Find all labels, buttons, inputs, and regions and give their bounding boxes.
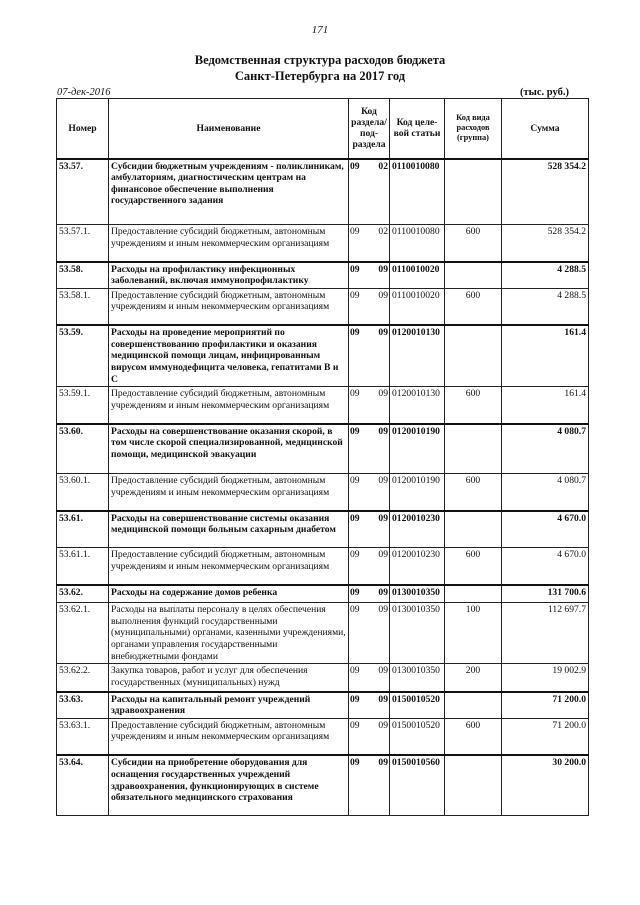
row-section-code: 09 [350,388,360,400]
budget-table [56,98,589,816]
row-article-code: 0150010560 [390,755,445,815]
row-article-code: 0120010190 [390,474,445,511]
table-row [57,664,589,692]
row-section-code: 09 [350,327,360,339]
table-row [57,603,589,664]
row-amount: 4 670.0 [502,548,589,585]
col-header-amount: Сумма [502,99,589,159]
row-amount: 161.4 [502,325,589,386]
row-amount: 4 288.5 [502,288,589,325]
col-header-expense-type: Код вида расходов (группа) [445,99,502,159]
row-number: 53.57.1. [57,225,109,262]
table-row [57,424,589,474]
table-row [57,288,589,325]
row-section [349,474,390,511]
row-section-code: 09 [350,665,360,677]
row-subsection-code: 09 [378,719,388,731]
row-subsection-code: 09 [378,475,388,487]
row-article-code: 0130010350 [390,664,445,692]
row-section-code: 09 [350,226,360,237]
row-article-code: 0150010520 [390,692,445,719]
row-expense-type [445,585,502,603]
row-subsection-code: 09 [378,549,388,561]
table-row [57,585,589,603]
row-amount: 4 288.5 [502,262,589,289]
row-name: Расходы на выплаты персоналу в целях обеспечения выполнения функций государственными (муниципальными) органами, казенными учреждениями, органами управления государственными внебюджетными фондами [109,603,349,664]
row-article-code: 0130010350 [390,585,445,603]
row-section-code: 09 [350,549,360,561]
row-section-code: 09 [350,693,360,705]
row-section-code: 09 [350,263,360,275]
row-number: 53.64. [57,755,109,815]
col-header-name: Наименование [109,99,349,159]
row-number: 53.59.1. [57,387,109,424]
row-expense-type [445,692,502,719]
row-section [349,262,390,289]
row-expense-type [445,511,502,548]
row-article-code: 0120010190 [390,424,445,474]
row-article-code: 0110010020 [390,262,445,289]
row-section [349,424,390,474]
row-number: 53.63. [57,692,109,719]
row-number: 53.60.1. [57,474,109,511]
row-name: Расходы на совершенствование оказания скорой, в том числе скорой специализированной, медицинской помощи, медицинской эвакуации [109,424,349,474]
table-row [57,225,589,262]
row-subsection-code: 02 [378,226,388,237]
row-subsection-code: 09 [378,289,388,301]
table-row [57,474,589,511]
row-section [349,225,390,262]
row-number: 53.62.2. [57,664,109,692]
row-subsection-code: 09 [378,512,388,524]
row-amount: 4 080.7 [502,424,589,474]
row-expense-type: 100 [445,603,502,664]
table-row [57,325,589,386]
row-subsection-code: 09 [378,757,388,769]
row-section [349,159,390,225]
row-article-code: 0110010080 [390,159,445,225]
row-section [349,511,390,548]
row-article-code: 0150010520 [390,718,445,755]
row-subsection-code: 09 [378,425,388,437]
row-article-code: 0110010080 [390,225,445,262]
row-number: 53.59. [57,325,109,386]
row-amount: 161.4 [502,387,589,424]
row-section-code: 09 [350,757,360,769]
table-row [57,692,589,719]
document-date: 07-дек-2016 [57,87,111,98]
row-expense-type: 600 [445,474,502,511]
row-amount: 71 200.0 [502,692,589,719]
row-subsection-code: 09 [378,665,388,677]
table-row [57,159,589,225]
row-subsection-code: 09 [378,604,388,616]
table-row [57,755,589,815]
table-row [57,262,589,289]
row-expense-type: 600 [445,548,502,585]
row-section-code: 09 [350,512,360,524]
row-article-code: 0120010230 [390,548,445,585]
row-article-code: 0120010130 [390,387,445,424]
row-name: Расходы на совершенствование системы оказания медицинской помощи больным сахарным диабетом [109,511,349,548]
row-amount: 528 354.2 [502,225,589,262]
row-number: 53.62. [57,585,109,603]
row-section-code: 09 [350,475,360,487]
row-section [349,664,390,692]
col-header-number: Номер [57,99,109,159]
row-expense-type: 600 [445,225,502,262]
row-subsection-code: 09 [378,693,388,705]
title-line-2: Санкт-Петербурга на 2017 год [234,69,406,83]
row-subsection-code: 02 [378,160,388,172]
row-amount: 4 080.7 [502,474,589,511]
row-amount: 131 700.6 [502,585,589,603]
row-name: Закупка товаров, работ и услуг для обеспечения государственных (муниципальных) нужд [109,664,349,692]
page-number: 171 [311,24,329,36]
row-number: 53.63.1. [57,718,109,755]
row-name: Предоставление субсидий бюджетным, автономным учреждениям и иным некоммерческим организациям [109,718,349,755]
row-section [349,325,390,386]
row-amount: 528 354.2 [502,159,589,225]
row-section [349,692,390,719]
row-number: 53.61.1. [57,548,109,585]
row-name: Предоставление субсидий бюджетным, автономным учреждениям и иным некоммерческим организациям [109,474,349,511]
row-amount: 71 200.0 [502,718,589,755]
row-section [349,288,390,325]
row-section-code: 09 [350,719,360,731]
row-section-code: 09 [350,604,360,616]
row-expense-type: 200 [445,664,502,692]
row-section [349,755,390,815]
row-name: Субсидии бюджетным учреждениям - поликлиникам, амбулаториям, диагностическим центрам на финансовое обеспечение выполнения государственного задания [109,159,349,225]
row-expense-type [445,262,502,289]
row-amount: 30 200.0 [502,755,589,815]
row-number: 53.58.1. [57,288,109,325]
col-header-article: Код целе- вой статьи [390,99,445,159]
row-article-code: 0120010230 [390,511,445,548]
row-section-code: 09 [350,586,360,598]
row-section-code: 09 [350,289,360,301]
row-section-code: 09 [350,160,360,172]
col-header-section: Код раздела/ под- раздела [349,99,390,159]
row-name: Предоставление субсидий бюджетным, автономным учреждениям и иным некоммерческим организациям [109,288,349,325]
row-name: Предоставление субсидий бюджетным, автономным учреждениям и иным некоммерческим организациям [109,225,349,262]
row-name: Предоставление субсидий бюджетным, автономным учреждениям и иным некоммерческим организациям [109,548,349,585]
row-section [349,548,390,585]
row-expense-type: 600 [445,387,502,424]
row-subsection-code: 09 [378,263,388,275]
row-section [349,603,390,664]
table-row [57,511,589,548]
row-expense-type [445,424,502,474]
row-amount: 112 697.7 [502,603,589,664]
table-body [57,159,589,816]
row-number: 53.62.1. [57,603,109,664]
units-label: (тыс. руб.) [520,87,569,98]
row-expense-type: 600 [445,288,502,325]
row-section [349,718,390,755]
document-title [0,52,640,84]
table-header-row [57,99,589,159]
row-amount: 19 002.9 [502,664,589,692]
row-article-code: 0110010020 [390,288,445,325]
row-amount: 4 670.0 [502,511,589,548]
table-row [57,387,589,424]
row-name: Расходы на содержание домов ребенка [109,585,349,603]
row-expense-type [445,325,502,386]
row-number: 53.58. [57,262,109,289]
row-subsection-code: 09 [378,388,388,400]
row-subsection-code: 09 [378,327,388,339]
row-number: 53.60. [57,424,109,474]
row-expense-type: 600 [445,718,502,755]
row-subsection-code: 09 [378,586,388,598]
row-article-code: 0130010350 [390,603,445,664]
row-name: Расходы на проведение мероприятий по совершенствованию профилактики и оказания медицинской помощи лицам, инфицированным вирусом иммунодефицита человека, гепатитами В и С [109,325,349,386]
row-expense-type [445,755,502,815]
row-number: 53.57. [57,159,109,225]
table-row [57,548,589,585]
row-name: Субсидии на приобретение оборудования для оснащения государственных учреждений здравоохранения, функционирующих в системе обязательного медицинского страхования [109,755,349,815]
row-number: 53.61. [57,511,109,548]
row-expense-type [445,159,502,225]
row-name: Расходы на капитальный ремонт учреждений здравоохранения [109,692,349,719]
title-line-1: Ведомственная структура расходов бюджета [194,53,446,67]
row-section [349,387,390,424]
row-name: Расходы на профилактику инфекционных заболеваний, включая иммунопрофилактику [109,262,349,289]
row-section-code: 09 [350,425,360,437]
row-name: Предоставление субсидий бюджетным, автономным учреждениям и иным некоммерческим организациям [109,387,349,424]
row-article-code: 0120010130 [390,325,445,386]
table-row [57,718,589,755]
row-section [349,585,390,603]
